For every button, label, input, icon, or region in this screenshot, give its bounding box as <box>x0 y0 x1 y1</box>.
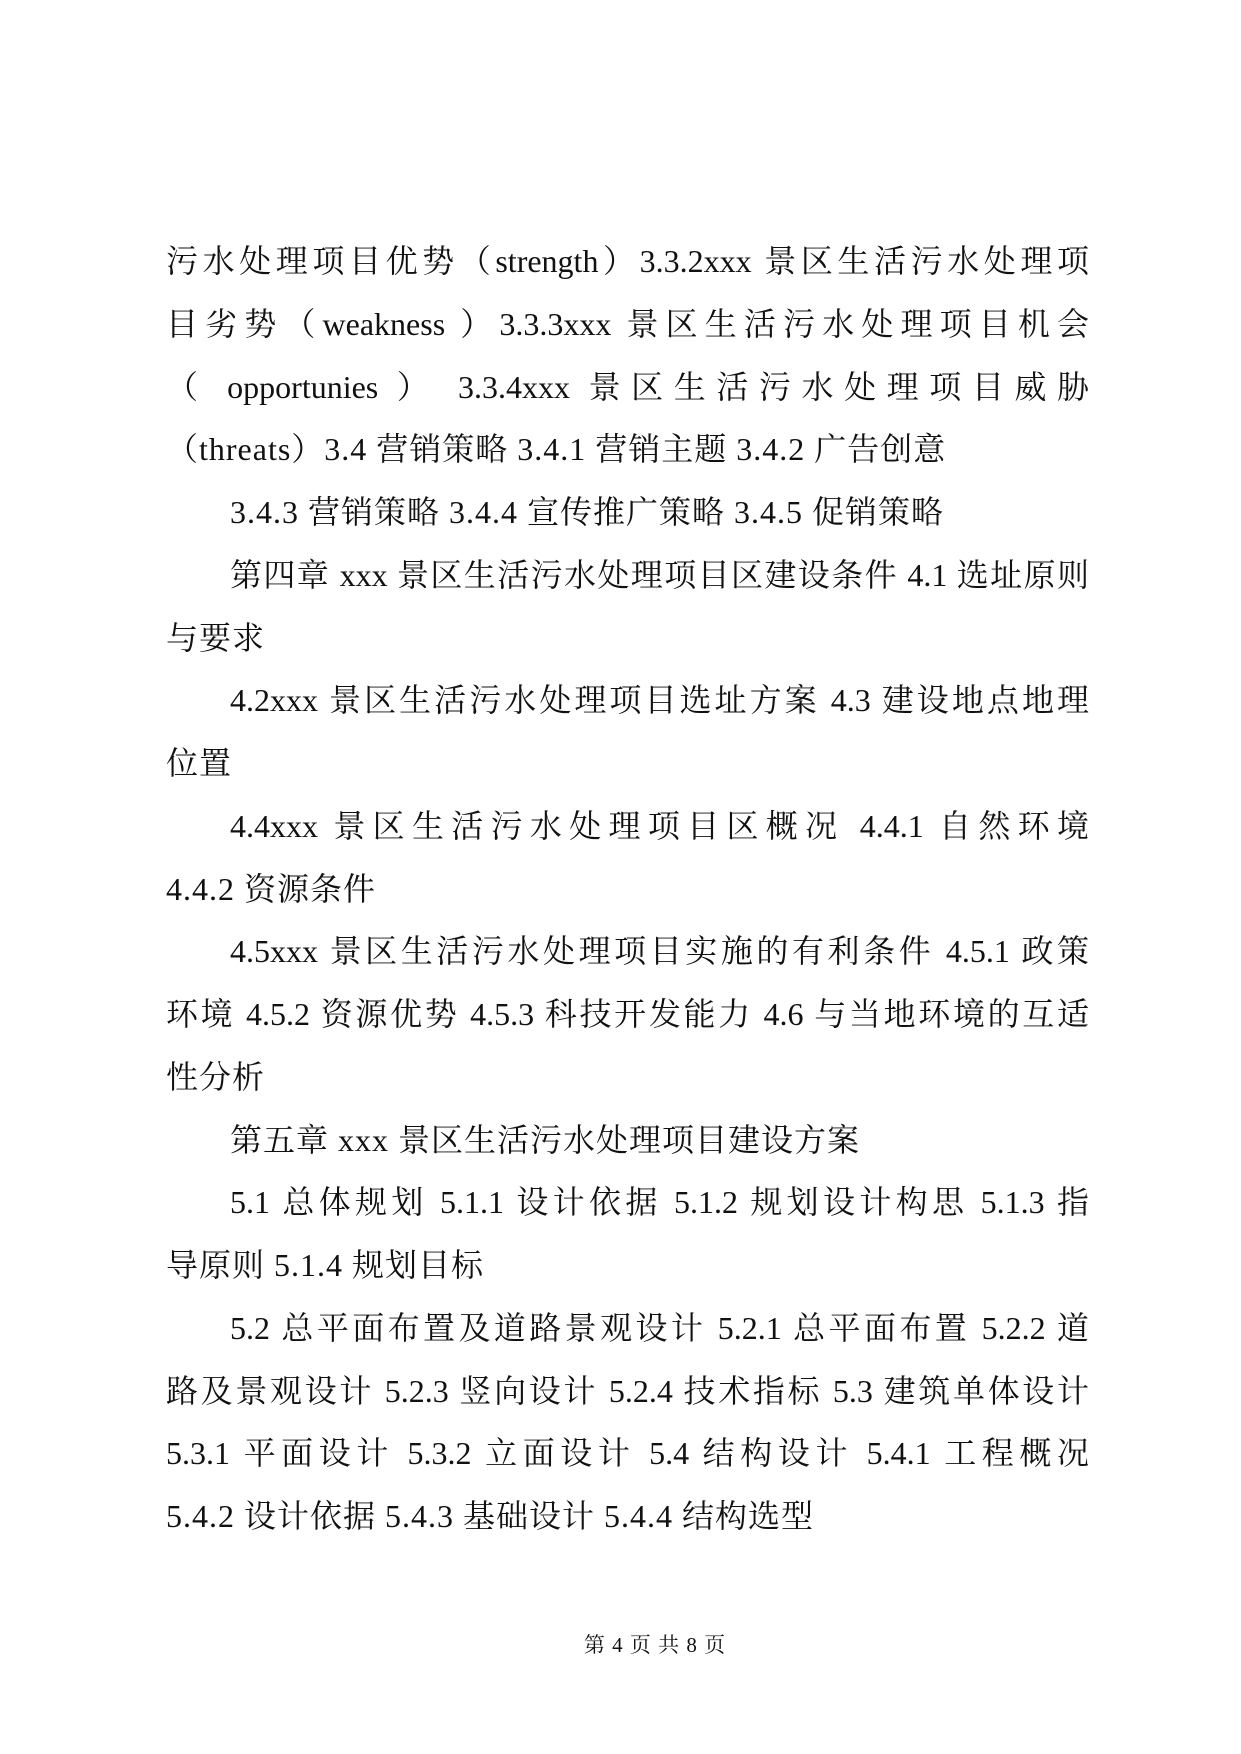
text-line: 5.3.1 平面设计 5.3.2 立面设计 5.4 结构设计 5.4.1 工程概况 <box>166 1435 1089 1472</box>
text-line: 路及景观设计 5.2.3 竖向设计 5.2.4 技术指标 5.3 建筑单体设计 <box>166 1372 1089 1409</box>
text-line: 4.5xxx 景区生活污水处理项目实施的有利条件 4.5.1 政策 <box>230 933 1089 970</box>
text-line: 5.1 总体规划 5.1.1 设计依据 5.1.2 规划设计构思 5.1.3 指 <box>230 1184 1089 1221</box>
chapter-heading-line: 第五章 xxx 景区生活污水处理项目建设方案 <box>230 1121 861 1158</box>
text-line: 与要求 <box>166 619 266 656</box>
text-line: 4.2xxx 景区生活污水处理项目选址方案 4.3 建设地点地理 <box>230 682 1089 719</box>
text-line: 导原则 5.1.4 规划目标 <box>166 1247 485 1283</box>
text-line: 环境 4.5.2 资源优势 4.5.3 科技开发能力 4.6 与当地环境的互适 <box>166 996 1089 1032</box>
text-line: （threats）3.4 营销策略 3.4.1 营销主题 3.4.2 广告创意 <box>166 431 947 468</box>
text-line: 5.2 总平面布置及道路景观设计 5.2.1 总平面布置 5.2.2 道 <box>230 1309 1089 1346</box>
chapter-heading-line: 第四章 xxx 景区生活污水处理项目区建设条件 4.1 选址原则 <box>230 556 1089 593</box>
text-line: 位置 <box>166 745 233 781</box>
document-body <box>166 230 1089 1548</box>
text-line: 污水处理项目优势（strength）3.3.2xxx 景区生活污水处理项 <box>166 243 1089 279</box>
text-line: 性分析 <box>166 1058 266 1095</box>
text-line: 4.4.2 资源条件 <box>166 870 377 907</box>
text-line: 4.4xxx 景区生活污水处理项目区概况 4.4.1 自然环境 <box>230 807 1089 844</box>
page-number-footer: 第 4 页 共 8 页 <box>583 1633 727 1657</box>
text-line: 目劣势（weakness ）3.3.3xxx 景区生活污水处理项目机会 <box>166 305 1089 342</box>
text-line: （ opportunies ） 3.3.4xxx 景区生活污水处理项目威胁 <box>166 368 1089 405</box>
text-line: 5.4.2 设计依据 5.4.3 基础设计 5.4.4 结构选型 <box>166 1498 815 1534</box>
text-line: 3.4.3 营销策略 3.4.4 宣传推广策略 3.4.5 促销策略 <box>230 494 945 530</box>
